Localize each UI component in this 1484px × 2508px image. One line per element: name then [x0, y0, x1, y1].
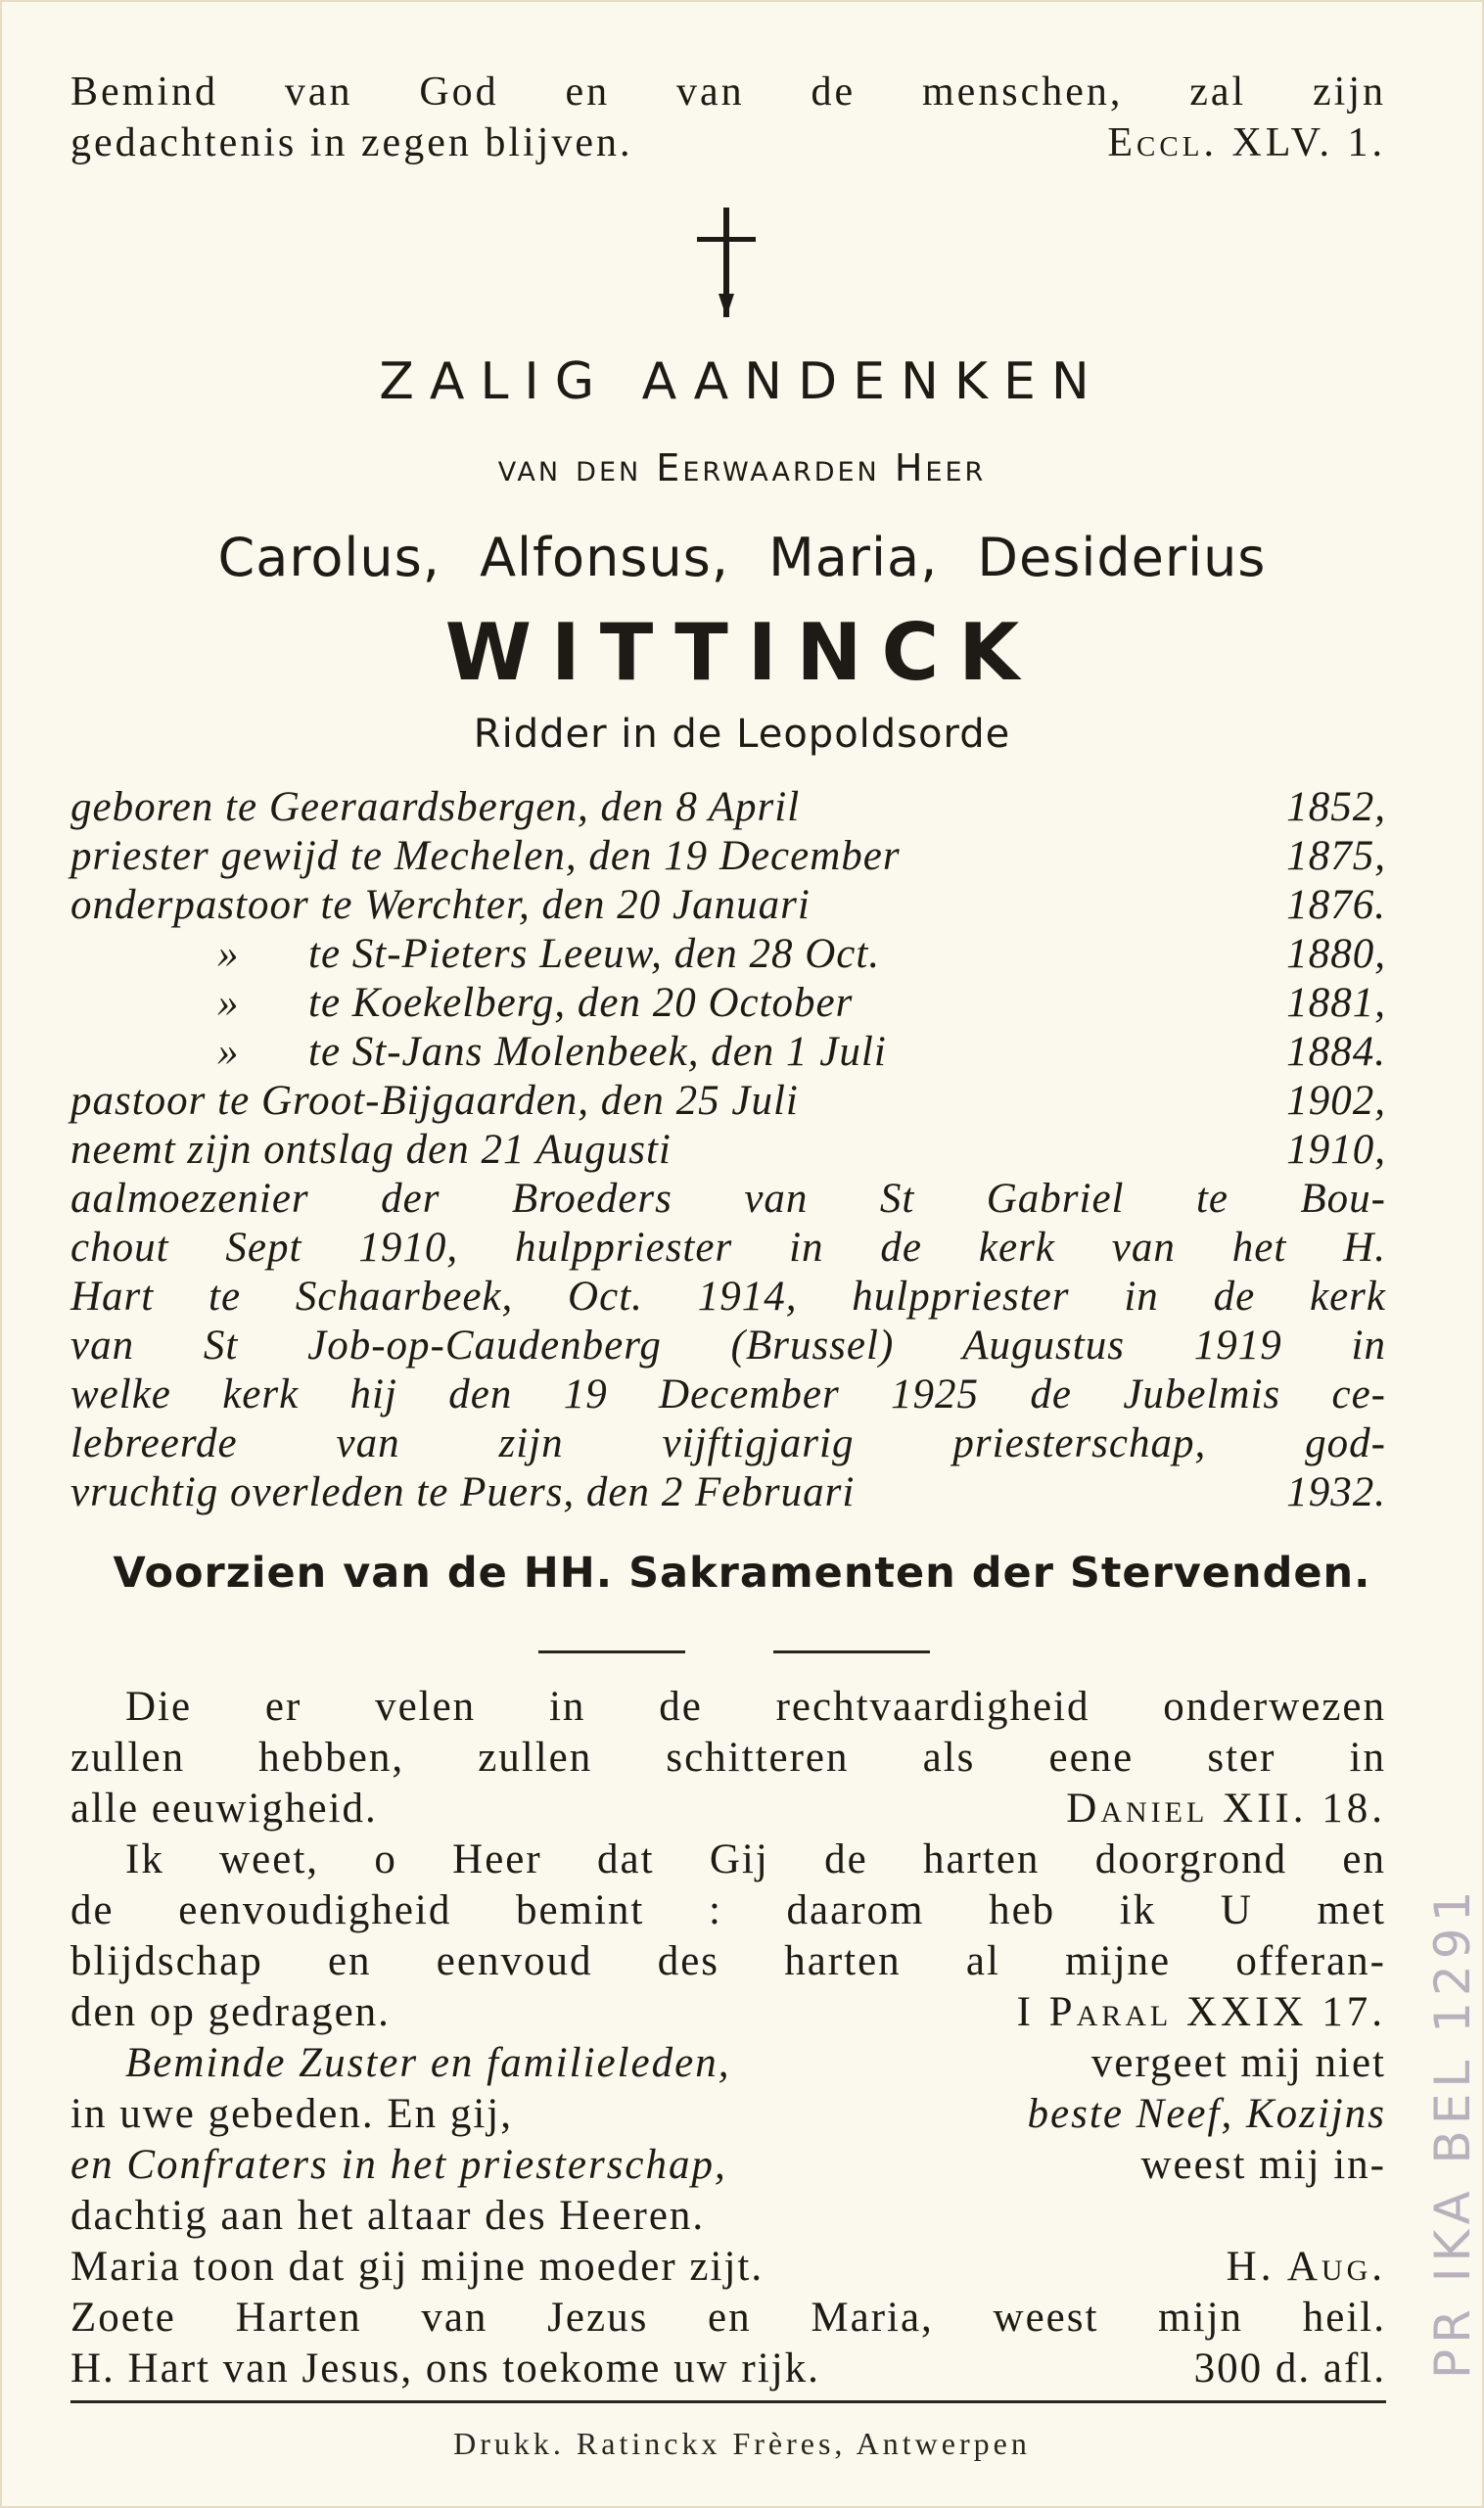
appeal-line: en Confraters in het priesterschap, weest mij in-	[70, 2142, 1386, 2188]
bio-row: onderpastoor te Werchter, den 20 Januari 1876.	[70, 882, 1386, 928]
appeal-line: Beminde Zuster en familieleden, vergeet mij niet	[125, 2040, 1386, 2086]
cross-icon	[697, 208, 756, 317]
verse-line: de eenvoudigheid bemint : daarom heb ik U met	[70, 1887, 1386, 1933]
bio-paragraph-line: Hart te Schaarbeek, Oct. 1914, hulppriester in de kerk	[70, 1274, 1386, 1320]
verse-line: blijdschap en eenvoud des harten al mijne offeran-	[70, 1938, 1386, 1984]
separator-right	[773, 1650, 930, 1653]
prayer-line: H. Hart van Jesus, ons toekome uw rijk. 300 d. afl.	[70, 2344, 1386, 2394]
archive-annotation: PR IKA BEL 1291	[1424, 1884, 1481, 2379]
bio-row: neemt zijn ontslag den 21 Augusti 1910,	[70, 1127, 1386, 1173]
bottom-rule	[70, 2400, 1386, 2403]
appeal-line: dachtig aan het altaar des Heeren.	[70, 2193, 706, 2239]
subtitle: van den Eerwaarden Heer	[497, 446, 987, 489]
separator-left	[538, 1650, 685, 1653]
bio-paragraph-line: van St Job-op-Caudenberg (Brussel) Augustus 1919 in	[70, 1323, 1386, 1369]
sacraments-line: Voorzien van de HH. Sakramenten der Stervenden.	[113, 1549, 1371, 1598]
printer-credit: Drukk. Ratinckx Frères, Antwerpen	[453, 2426, 1031, 2461]
verse-end: alle eeuwigheid. Daniel XII. 18.	[70, 1784, 1386, 1835]
motto-line-2: gedachtenis in zegen blijven. Eccl. XLV. 1.	[70, 117, 1386, 168]
surname: WITTINCK	[444, 607, 1040, 698]
prayer-reference: H. Aug.	[1226, 2244, 1386, 2290]
bio-row: priester gewijd te Mechelen, den 19 December 1875,	[70, 833, 1386, 879]
bio-paragraph-line: welke kerk hij den 19 December 1925 de Jubelmis ce-	[70, 1371, 1386, 1417]
bio-row: » te St-Pieters Leeuw, den 28 Oct. 1880,	[217, 931, 1386, 977]
bio-row: » te St-Jans Molenbeek, den 1 Juli 1884.	[217, 1029, 1386, 1075]
bio-paragraph-line: lebreerde van zijn vijftigjarig priesterschap, god-	[70, 1420, 1386, 1466]
verse-line: zullen hebben, zullen schitteren als eene ster in	[70, 1735, 1386, 1781]
bio-paragraph-line: aalmoezenier der Broeders van St Gabriel te Bou-	[70, 1176, 1386, 1222]
motto-line-1: Bemind van God en van de menschen, zal zijn	[70, 70, 1386, 115]
verse-reference: Daniel XII. 18.	[1066, 1786, 1386, 1832]
verse-line: Die er velen in de rechtvaardigheid onderwezen	[125, 1684, 1386, 1730]
indulgence: 300 d. afl.	[1193, 2345, 1386, 2392]
prayer-line: Maria toon dat gij mijne moeder zijt. H. Aug.	[70, 2242, 1386, 2293]
biography	[70, 783, 1386, 1517]
title: ZALIG AANDENKEN	[379, 352, 1105, 411]
appeal-line: in uwe gebeden. En gij, beste Neef, Kozijns	[70, 2091, 1386, 2137]
verses	[70, 1682, 1386, 2394]
motto-reference: Eccl. XLV. 1.	[1107, 120, 1386, 165]
bio-paragraph-line: chout Sept 1910, hulppriester in de kerk van het H.	[70, 1225, 1386, 1271]
given-names: Carolus, Alfonsus, Maria, Desiderius	[217, 527, 1267, 588]
verse-reference: I Paral XXIX 17.	[1016, 1989, 1386, 2035]
bio-row: pastoor te Groot-Bijgaarden, den 25 Juli 1902,	[70, 1078, 1386, 1124]
bio-row: geboren te Geeraardsbergen, den 8 April 1852,	[70, 784, 1386, 830]
verse-end: den op gedragen. I Paral XXIX 17.	[70, 1987, 1386, 2038]
verse-line: Ik weet, o Heer dat Gij de harten doorgrond en	[125, 1836, 1386, 1882]
honour: Ridder in de Leopoldsorde	[473, 712, 1011, 757]
motto	[70, 67, 1386, 168]
bio-row: » te Koekelberg, den 20 October 1881,	[217, 980, 1386, 1026]
bio-last-line: vruchtig overleden te Puers, den 2 Februari 1932.	[70, 1469, 1386, 1515]
prayer-line: Zoete Harten van Jezus en Maria, weest mijn heil.	[70, 2295, 1386, 2341]
